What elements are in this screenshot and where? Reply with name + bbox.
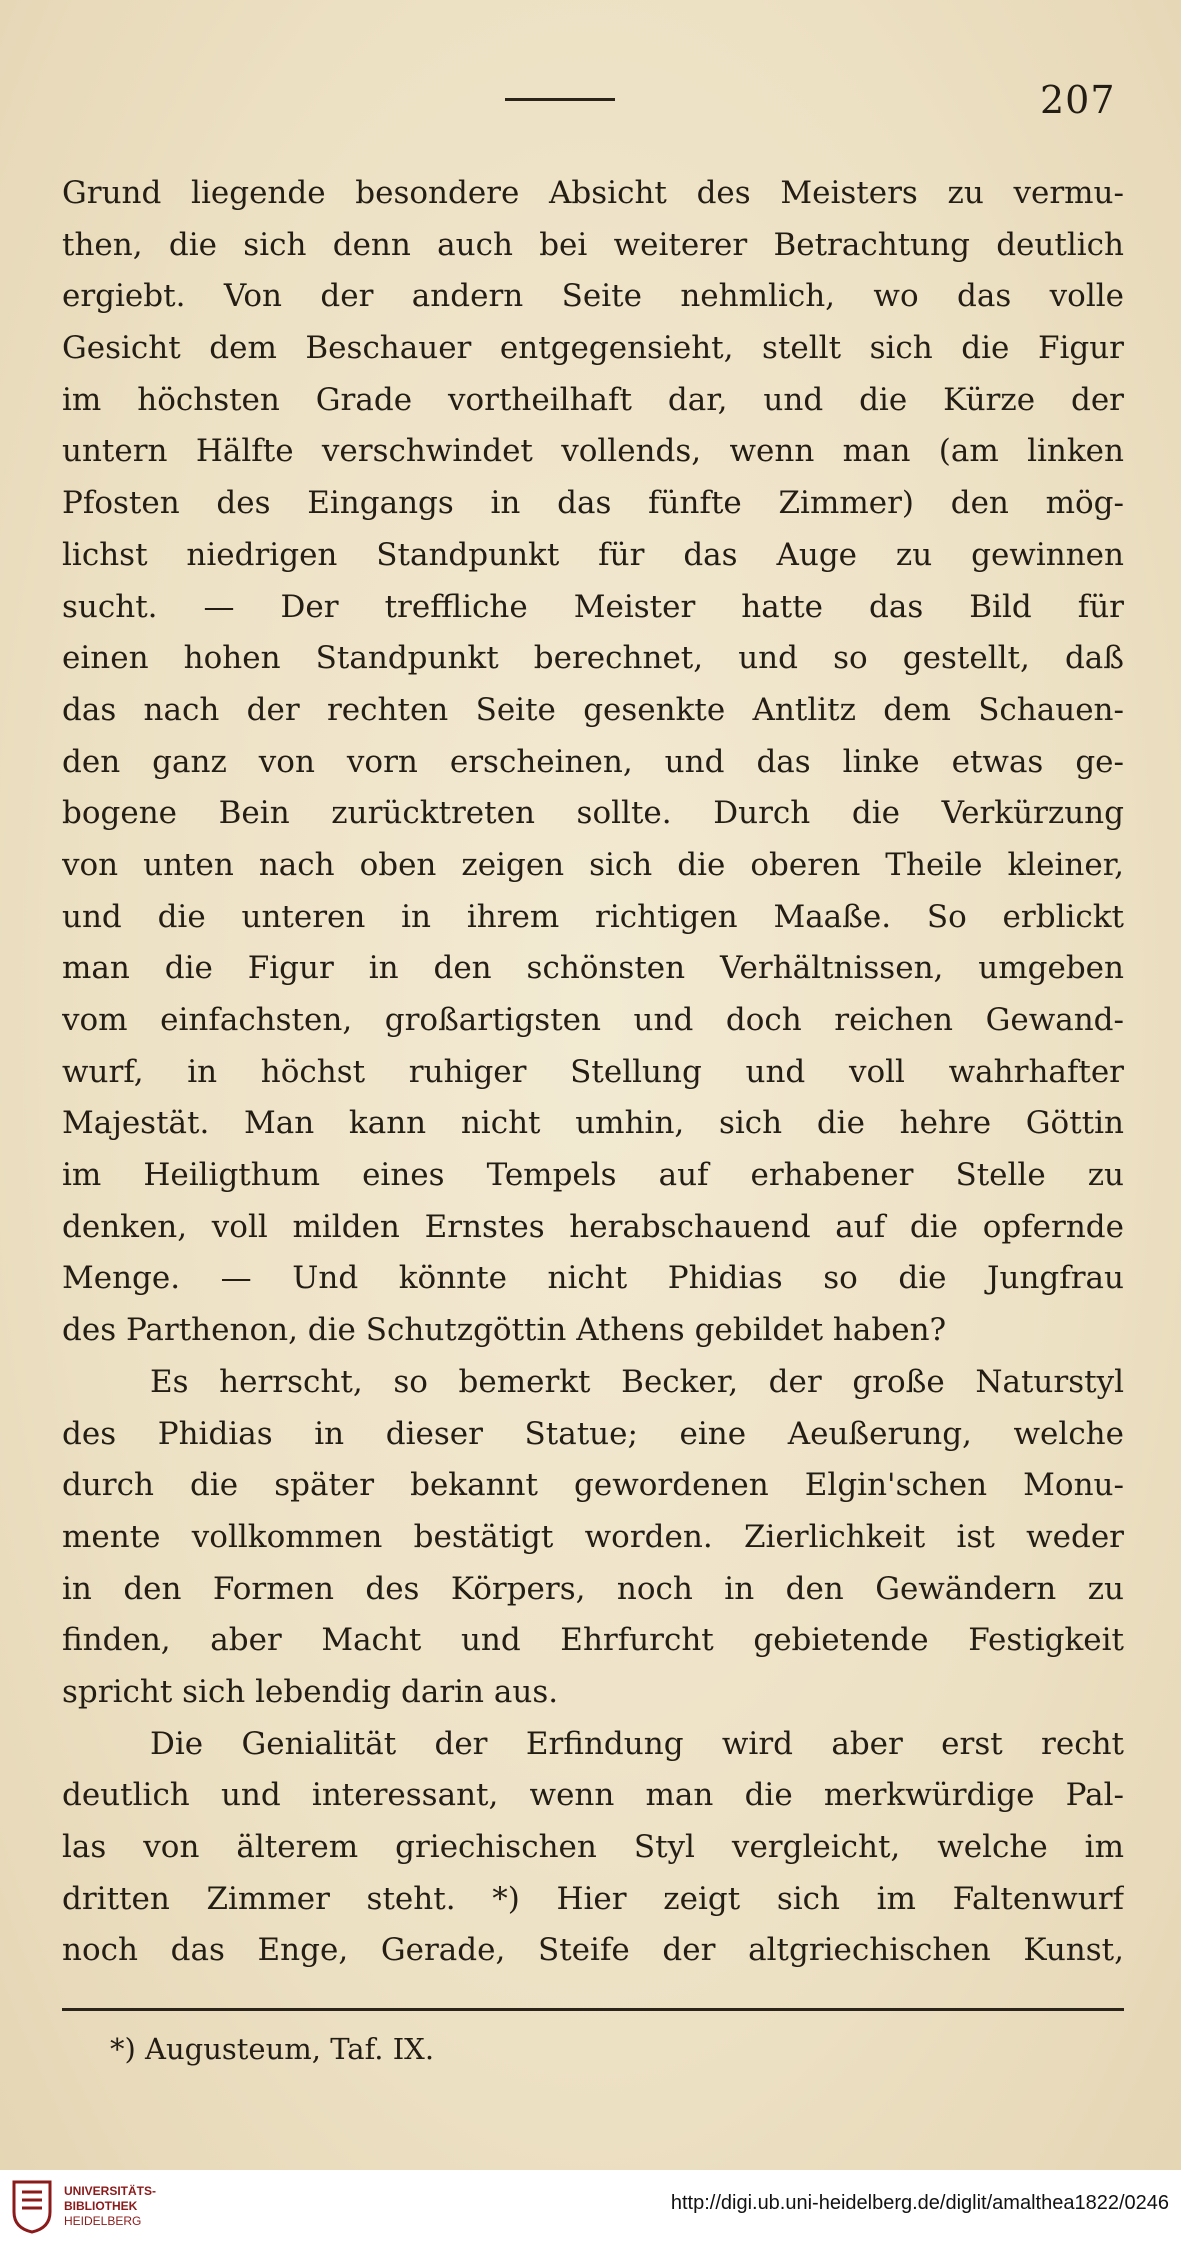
- header-rule: [505, 98, 615, 101]
- text-line: bogene Bein zurücktreten sollte. Durch die Verkürzung: [62, 795, 1124, 832]
- text-line: dritten Zimmer steht. *) Hier zeigt sich im Faltenwurf: [62, 1880, 1124, 1917]
- page-number: 207: [1040, 78, 1116, 122]
- text-line: ergiebt. Von der andern Seite nehmlich, wo das volle: [62, 278, 1124, 315]
- body-text: [62, 168, 1124, 1977]
- text-line: Die Genialität der Erfindung wird aber erst recht: [150, 1725, 1124, 1762]
- text-line: und die unteren in ihrem richtigen Maaße. So erblickt: [62, 898, 1124, 935]
- text-line: vom einfachsten, großartigsten und doch reichen Gewand-: [62, 1002, 1124, 1038]
- text-line: mente vollkommen bestätigt worden. Zierlichkeit ist weder: [62, 1518, 1124, 1555]
- footnote: *) Augusteum, Taf. IX.: [110, 2032, 435, 2066]
- text-line: im höchsten Grade vortheilhaft dar, und die Kürze der: [62, 381, 1124, 418]
- text-line: deutlich und interessant, wenn man die merkwürdige Pal-: [62, 1777, 1124, 1814]
- text-line: Gesicht dem Beschauer entgegensieht, stellt sich die Figur: [62, 330, 1124, 367]
- text-line: las von älterem griechischen Styl vergleicht, welche im: [62, 1829, 1124, 1865]
- text-line: untern Hälfte verschwindet vollends, wenn man (am linken: [62, 433, 1124, 470]
- text-line: denken, voll milden Ernstes herabschauend auf die opfernde: [62, 1208, 1124, 1245]
- text-line: noch das Enge, Gerade, Steife der altgriechischen Kunst,: [62, 1932, 1124, 1969]
- text-line: des Parthenon, die Schutzgöttin Athens gebildet haben?: [62, 1312, 947, 1349]
- text-line: von unten nach oben zeigen sich die oberen Theile kleiner,: [62, 846, 1124, 883]
- text-line: den ganz von vorn erscheinen, und das linke etwas ge-: [62, 743, 1124, 780]
- library-name: [64, 2184, 156, 2229]
- library-name-line: UNIVERSITÄTS-: [64, 2184, 157, 2198]
- text-line: finden, aber Macht und Ehrfurcht gebietende Festigkeit: [62, 1622, 1124, 1659]
- text-line: des Phidias in dieser Statue; eine Aeußerung, welche: [62, 1415, 1124, 1452]
- library-logo-icon: [10, 2178, 54, 2234]
- text-line: wurf, in höchst ruhiger Stellung und voll wahrhafter: [62, 1053, 1124, 1090]
- text-line: im Heiligthum eines Tempels auf erhabener Stelle zu: [62, 1157, 1124, 1194]
- library-name-line: BIBLIOTHEK: [64, 2199, 138, 2213]
- text-line: Grund liegende besondere Absicht des Meisters zu vermu-: [62, 175, 1124, 211]
- text-line: Majestät. Man kann nicht umhin, sich die hehre Göttin: [62, 1105, 1124, 1142]
- text-line: einen hohen Standpunkt berechnet, und so gestellt, daß: [62, 640, 1124, 677]
- text-line: lichst niedrigen Standpunkt für das Auge zu gewinnen: [62, 536, 1124, 573]
- text-line: then, die sich denn auch bei weiterer Betrachtung deutlich: [62, 226, 1124, 263]
- library-name-line: HEIDELBERG: [64, 2214, 142, 2228]
- text-line: Es herrscht, so bemerkt Becker, der große Naturstyl: [150, 1363, 1124, 1400]
- text-line: Menge. — Und könnte nicht Phidias so die Jungfrau: [62, 1260, 1124, 1297]
- source-url-link[interactable]: http://digi.ub.uni-heidelberg.de/diglit/amalthea1822/0246: [670, 2192, 1169, 2214]
- text-line: in den Formen des Körpers, noch in den Gewändern zu: [62, 1570, 1124, 1607]
- text-line: durch die später bekannt gewordenen Elgin'schen Monu-: [62, 1467, 1124, 1504]
- text-line: man die Figur in den schönsten Verhältnissen, umgeben: [62, 950, 1124, 987]
- text-line: Pfosten des Eingangs in das fünfte Zimmer) den mög-: [62, 485, 1124, 522]
- text-line: spricht sich lebendig darin aus.: [62, 1673, 559, 1710]
- text-line: sucht. — Der treffliche Meister hatte das Bild für: [62, 588, 1124, 625]
- text-line: das nach der rechten Seite gesenkte Antlitz dem Schauen-: [62, 691, 1124, 728]
- library-footer: [0, 2170, 1181, 2243]
- footnote-rule: [62, 2008, 1124, 2011]
